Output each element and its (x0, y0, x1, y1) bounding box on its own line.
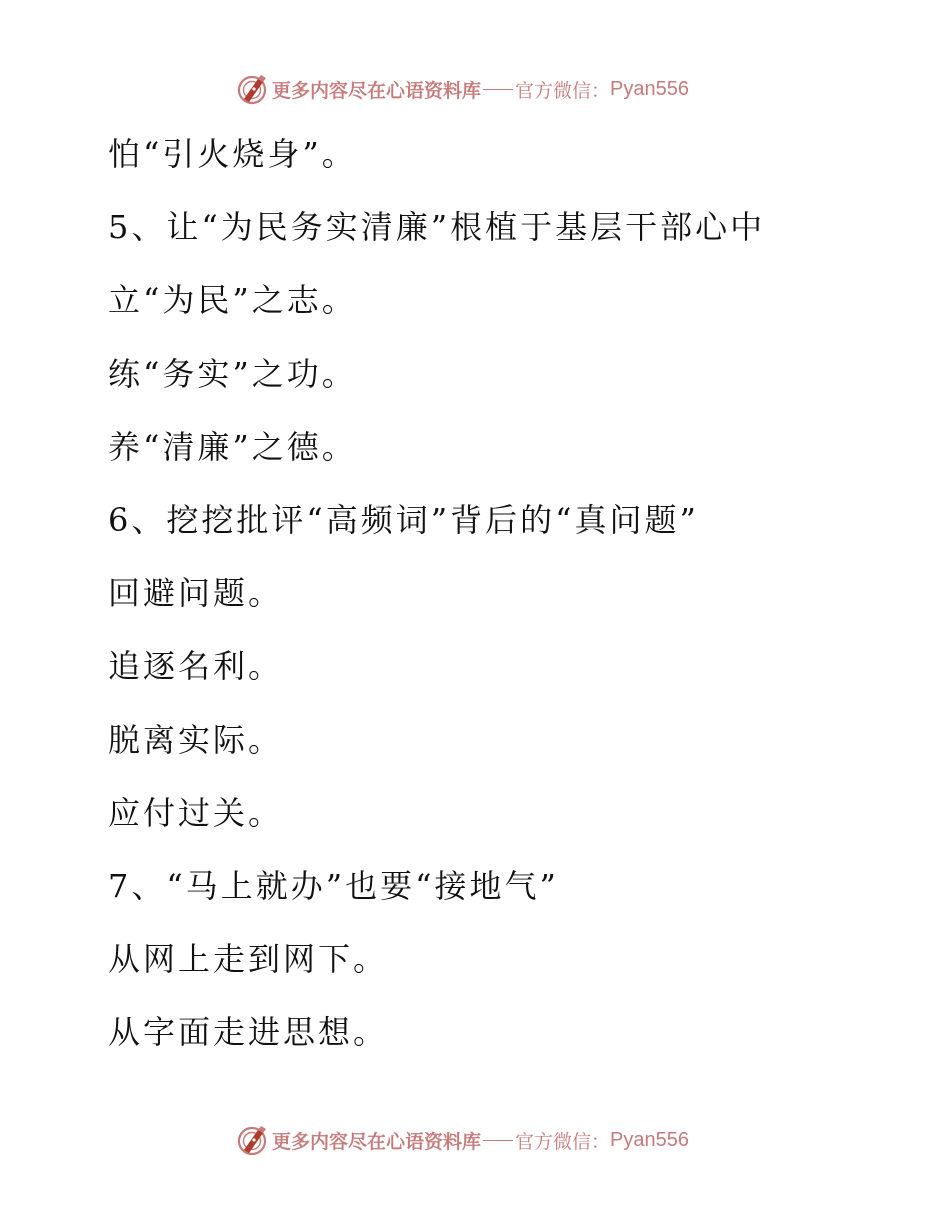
pen-nib-logo-icon (236, 73, 268, 105)
header-banner (236, 72, 689, 106)
footer-wechat-id: Pyan556 (610, 1128, 689, 1151)
footer-banner (236, 1123, 689, 1157)
body-line: 脱离实际。 (108, 720, 284, 759)
footer-official-label: 官方微信： (515, 1130, 611, 1153)
section-heading-7: 7、“马上就办”也要“接地气” (108, 866, 559, 905)
footer-brand-text: 更多内容尽在心语资料库 (272, 1130, 482, 1153)
body-line: 从网上走到网下。 (108, 940, 389, 979)
header-wechat-id: Pyan556 (610, 77, 689, 100)
body-line: 练“务实”之功。 (108, 354, 357, 393)
body-line: 追逐名利。 (108, 647, 284, 686)
section-heading-5: 5、让“为民务实清廉”根植于基层干部心中 (108, 208, 766, 247)
body-line: 怕“引火烧身”。 (108, 135, 357, 173)
document-body (108, 118, 908, 1069)
pen-nib-logo-icon (236, 1124, 268, 1156)
body-line: 应付过关。 (108, 793, 284, 832)
header-brand-text: 更多内容尽在心语资料库 (272, 79, 482, 102)
body-line: 立“为民”之志。 (108, 281, 357, 320)
header-separator (483, 89, 513, 90)
body-line: 从字面走进思想。 (108, 1013, 389, 1052)
footer-separator (483, 1140, 513, 1141)
body-line: 回避问题。 (108, 574, 284, 613)
section-heading-6: 6、挖挖批评“高频词”背后的“真问题” (108, 500, 699, 539)
header-official-label: 官方微信： (515, 79, 611, 102)
body-line: 养“清廉”之德。 (108, 427, 357, 466)
